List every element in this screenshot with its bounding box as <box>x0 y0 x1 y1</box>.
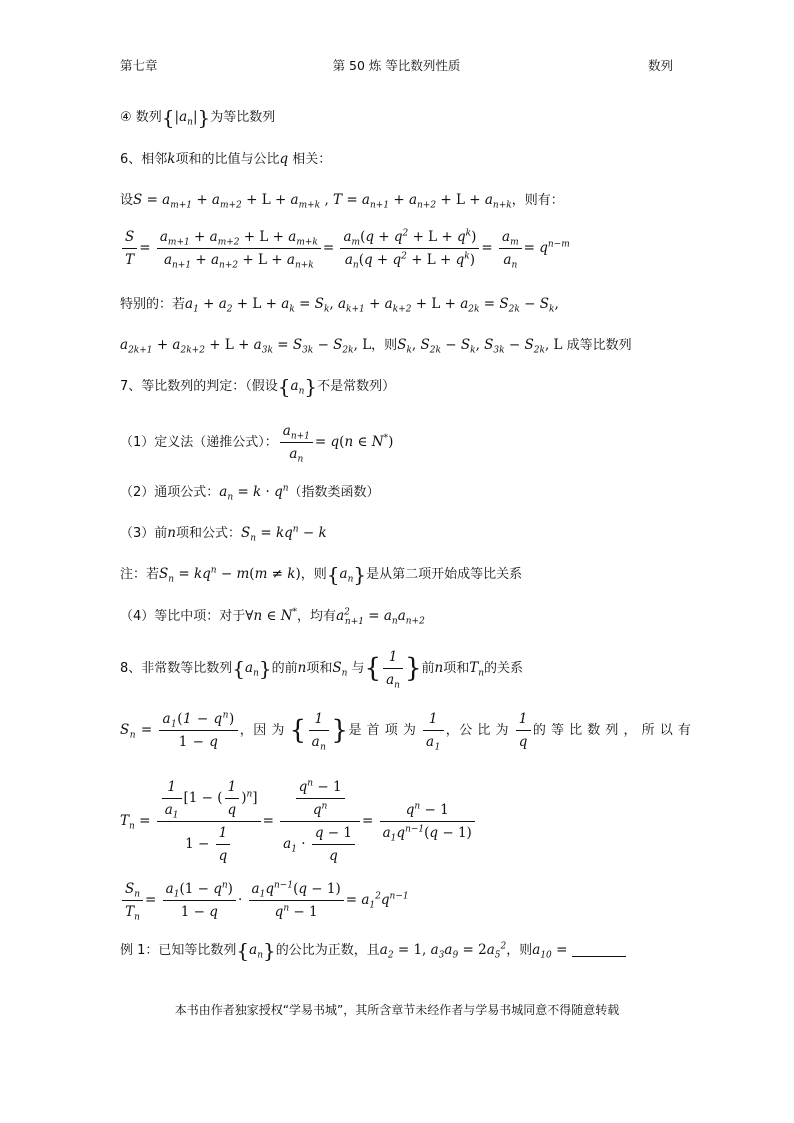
page-header <box>120 56 673 76</box>
ratio-formula-s-over-t: $\frac{S}{T}$ = $\frac{a_{m+1} + a_{m+2} + L + a_{m+k}}{a_{n+1} + a_{n+2} + L + a_{n+k}}$ = $\frac{a_m(q + q^2 + L + q^k)}{a_n(q + q^2 + L + q^k)}$ = $\frac{a_m}{a_n}$ = $q^{n-m}$ <box>120 228 570 269</box>
topic-label: 数列 <box>647 58 673 73</box>
copyright-footer: 本书由作者独家授权“学易书城”，其所含章节未经作者与学易书城同意不得随意转载 <box>174 1003 620 1017</box>
answer-blank[interactable] <box>572 942 626 957</box>
chapter-label: 第七章 <box>120 58 158 73</box>
special-case-line-2: $a_{2k+1} + a_{2k+2} + L + a_{3k} = S_{3k} - S_{2k}$, L，则$S_k$, $S_{2k} - S_k$, $S_{3k} - S_{2k}$, L 成等比数列 <box>120 337 632 356</box>
sn-over-tn-formula: $\frac{S_n}{T_n}$ = $\frac{a_1(1 - q^n)}{1 - q}$ · $\frac{a_1q^{n-1}(q - 1)}{q^n - 1}$ = $a_1^2q^{n-1}$ <box>120 880 409 921</box>
criterion-note: 注：若$S_n = kq^n - m(m \ne k)$，则$\{a_n\}$是从第二项开始成等比关系 <box>120 562 523 587</box>
section-7-heading: 7、等比数列的判定：（假设$\{a_n\}$不是常数列） <box>120 374 396 399</box>
section-8-heading: 8、非常数等比数列$\{a_n\}$的前n项和$S_n$ 与{ $\frac{1}{a_n}$ }前n项和$T_n$的关系 <box>120 649 524 691</box>
criterion-partial-sum: （3）前n项和公式：$S_n = kq^n - k$ <box>120 524 327 544</box>
criterion-general-term: （2）通项公式：$a_n = k \cdot q^n$（指数类函数） <box>120 483 380 503</box>
lesson-title: 第 50 炼 等比数列性质 <box>332 58 461 73</box>
section-6-heading: 6、相邻k项和的比值与公比q 相关： <box>120 151 332 167</box>
item-4: ④ 数列$\{|a_n|\}$为等比数列 <box>120 105 276 130</box>
sn-expression-line: $S_n$ = $\frac{a_1(1 - q^n)}{1 - q}$ ，因 为 { $\frac{1}{a_n}$ }是 首 项 为 $\frac{1}{a_1}$ ，公 比 为 $\frac{1}{q}$ 的 等 比 数 列 ， 所 以 有 <box>120 710 692 753</box>
criterion-geometric-mean: （4）等比中项：对于∀n ∈ N*，均有$a^2_{n+1} = a_na_{n+2}$ <box>120 607 425 627</box>
criterion-definition: （1）定义法（递推公式）： $\frac{a_{n+1}}{a_n}$ = q(n ∈ N*) <box>120 423 394 465</box>
tn-formula: $T_n$ = $\frac{1}{a_1}$ [1 − ( $\frac{1}{q}$ )$^n$] 1 − $\frac{1}{q}$ = $\frac{q^n - 1}{q^n}$ $a_1$ · $\frac{q - 1}{q}$ = $\frac{q^n - 1}{a_1q^{n-1}(q - 1)}$ <box>120 778 477 865</box>
example-1: 例 1：已知等比数列$\{a_n\}$的公比为正数，且$a_2 = 1$, $a_3a_9 = 2a_5^2$，则$a_{10}$ = <box>120 941 626 960</box>
special-case-line-1: 特别的：若$a_1 + a_2 + L + a_k = S_k$, $a_{k+1} + a_{k+2} + L + a_{2k} = S_{2k} - S_k$, <box>120 296 559 315</box>
section-6-setup: 设$S = a_{m+1} + a_{m+2} + L + a_{m+k}$ , $T = a_{n+1} + a_{n+2} + L + a_{n+k}$，则有： <box>120 192 564 211</box>
